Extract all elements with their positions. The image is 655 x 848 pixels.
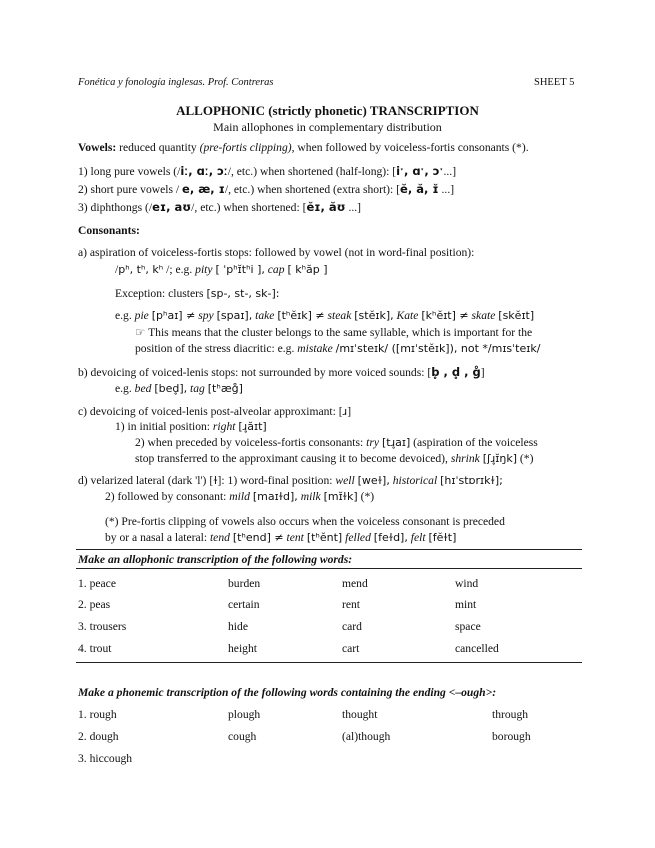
rule-text: /, etc.) when shortened (half-long): [ [227, 165, 397, 178]
exception-line [115, 287, 280, 301]
word-cell: cough [228, 730, 257, 743]
word-cell: 3. trousers [78, 620, 127, 633]
consonants-label-text: Consonants: [78, 224, 140, 237]
ipa-symbols: [ɹ̥ӑɪt] [238, 420, 267, 433]
exercise-2-heading: Make a phonemic transcription of the following words containing the ending <–ough>: [78, 686, 497, 699]
consonants-rule-b-examples [115, 382, 243, 396]
ipa-symbols: [ ˈpʰɪ̆tʰi ], [215, 263, 265, 276]
vowels-intro [78, 141, 529, 154]
rule-text: b) devoicing of voiced-lenis stops: not surrounded by more voiced sounds: [ [78, 366, 432, 379]
ipa-symbols: [fĕɫt] [428, 531, 457, 544]
example-word: milk [300, 490, 321, 503]
word-cell: borough [492, 730, 531, 743]
example-word: mild [229, 490, 250, 503]
example-word: steak [327, 309, 352, 322]
rule-text: 2) followed by consonant: [105, 490, 227, 503]
rule-text: 3) diphthongs (/ [78, 201, 153, 214]
word-cell: 3. hiccough [78, 752, 133, 765]
example-word: take [255, 309, 275, 322]
consonants-rule-b [78, 366, 485, 379]
ipa-symbols: [tʰæg̊] [207, 382, 243, 395]
ipa-symbols: e, æ, ɪ [182, 182, 225, 196]
rule-text: (aspiration of the voiceless [413, 436, 538, 449]
rule-text: /; e.g. [166, 263, 193, 276]
ipa-symbols: [weɫ], [357, 474, 390, 487]
ipa-symbols: [tʰend] ≠ [232, 531, 284, 544]
page-subtitle: Main allophones in complementary distribution [213, 120, 442, 134]
consonants-rule-c-2-cont [135, 452, 533, 466]
ipa-symbols: pʰ, tʰ, kʰ [118, 263, 164, 276]
vowels-rule-2 [78, 183, 454, 196]
cluster-note-line-2 [135, 342, 540, 356]
word-cell: 2. peas [78, 598, 111, 611]
rule-text: ] [480, 366, 485, 379]
word-cell: card [342, 620, 362, 633]
word-cell: thought [342, 708, 378, 721]
divider-bottom-1 [76, 662, 582, 663]
word-cell: space [455, 620, 481, 633]
rule-text: /, etc.) when shortened: [ [191, 201, 307, 214]
ipa-symbols: ĕɪ, ӑʊ [306, 200, 346, 214]
rule-text: stop transferred to the approximant causing it to become devoiced), [135, 452, 448, 465]
ipa-symbols: ɫ [213, 474, 218, 487]
example-word: felt [410, 531, 426, 544]
rule-text: position of the stress diacritic: e.g. [135, 342, 295, 355]
example-word: spy [198, 309, 214, 322]
ipa-symbols: b̥ , d̥ , g̊ [431, 365, 481, 379]
ipa-symbols: /mɪˈsteɪk/ ([mɪˈstĕɪk]), not */mɪsˈteɪk/ [335, 342, 541, 355]
cluster-note-line-1: ☞ This means that the cluster belongs to the same syllable, which is important for the [135, 326, 533, 339]
divider-heading-1 [76, 568, 582, 569]
consonants-rule-c-1 [115, 420, 267, 434]
cluster-examples [115, 309, 534, 323]
ipa-symbols: [feɫd], [373, 531, 408, 544]
word-cell: burden [228, 577, 261, 590]
rule-text: (*) [360, 490, 375, 503]
page-title: ALLOPHONIC (strictly phonetic) TRANSCRIPTION [176, 103, 479, 118]
ipa-symbols: [tʰĕɪk] ≠ [277, 309, 325, 322]
divider-top [76, 549, 582, 550]
rule-text: e.g. [115, 309, 132, 322]
rule-text: by or a nasal a lateral: [105, 531, 208, 544]
example-word: Kate [396, 309, 419, 322]
sheet-number: SHEET 5 [534, 77, 575, 88]
ipa-symbols: ĕ, ӑ, ɪ̆ [400, 182, 439, 196]
example-word: tend [209, 531, 230, 544]
consonants-rule-c-2 [135, 436, 538, 450]
vowels-intro-text-2: when followed by voiceless-fortis consonants (*). [297, 141, 529, 154]
example-word: well [335, 474, 355, 487]
word-cell: 1. rough [78, 708, 117, 721]
example-word: right [212, 420, 236, 433]
ipa-symbols: [hɪˈstɒrɪkɫ]; [440, 474, 503, 487]
rule-text: 2) short pure vowels / [78, 183, 180, 196]
example-word: mistake [297, 342, 333, 355]
ipa-symbols: [tʰĕnt] [306, 531, 343, 544]
word-cell: cart [342, 642, 360, 655]
vowels-label: Vowels: [78, 141, 117, 154]
ipa-symbols: [bed̥], [154, 382, 188, 395]
example-word: tent [286, 531, 304, 544]
example-word: cap [267, 263, 285, 276]
ipa-symbols: [tɹ̥aɪ] [381, 436, 411, 449]
rule-text: ]: 1) word-final position: [217, 474, 333, 487]
footnote-line-1: (*) Pre-fortis clipping of vowels also occurs when the voiceless consonant is preceded [105, 515, 505, 528]
rule-text: ...] [443, 165, 457, 178]
vowels-rule-3 [78, 201, 361, 214]
ipa-symbols: [skĕɪt] [498, 309, 535, 322]
rule-text: / [115, 263, 119, 276]
example-word: bed [134, 382, 152, 395]
rule-text: ...] [441, 183, 455, 196]
consonants-rule-c [78, 405, 351, 419]
word-cell: rent [342, 598, 361, 611]
rule-text: e.g. [115, 382, 132, 395]
word-cell: 4. trout [78, 642, 112, 655]
ipa-symbols: [spaɪ], [216, 309, 253, 322]
word-cell: plough [228, 708, 261, 721]
word-cell: through [492, 708, 529, 721]
example-word: skate [471, 309, 496, 322]
rule-text: d) velarized lateral (dark 'l') [ [78, 474, 214, 487]
course-header: Fonética y fonología inglesas. Prof. Contreras [78, 77, 274, 88]
rule-text: ] [347, 405, 352, 418]
word-cell: wind [455, 577, 479, 590]
word-cell: mend [342, 577, 368, 590]
example-word: shrink [450, 452, 480, 465]
example-word: pity [195, 263, 213, 276]
word-cell: (al)though [342, 730, 391, 743]
ipa-symbols: iː, ɑː, ɔː [180, 164, 228, 178]
example-word: felled [345, 531, 371, 544]
rule-text: c) devoicing of voiced-lenis post-alveolar approximant: [ [78, 405, 343, 418]
ipa-symbols: [mɪ̆ɫk] [323, 490, 358, 503]
consonants-rule-a: a) aspiration of voiceless-fortis stops: followed by vowel (not in word-final position): [78, 246, 475, 259]
rule-text: /, etc.) when shortened (extra short): [ [224, 183, 401, 196]
footnote-line-2 [105, 531, 456, 545]
example-word: pie [134, 309, 149, 322]
word-cell: 2. dough [78, 730, 119, 743]
ipa-symbols: ɹ [342, 405, 348, 418]
ipa-symbols: [ kʰӑp ] [287, 263, 328, 276]
ipa-symbols: [pʰaɪ] ≠ [151, 309, 196, 322]
ipa-symbols: [stĕɪk], [354, 309, 394, 322]
ipa-symbols: [kʰĕɪt] ≠ [421, 309, 469, 322]
rule-text: ...] [348, 201, 361, 214]
word-cell: height [228, 642, 257, 655]
rule-text: Exception: clusters [115, 287, 204, 300]
example-word: tag [190, 382, 205, 395]
word-cell: hide [228, 620, 248, 633]
rule-text: 1) long pure vowels (/ [78, 165, 181, 178]
ipa-symbols: [sp-, st-, sk-]: [206, 287, 280, 300]
consonants-rule-d [78, 474, 503, 488]
ipa-symbols: [maɪɫd], [252, 490, 298, 503]
vowels-rule-1 [78, 165, 456, 178]
word-cell: certain [228, 598, 260, 611]
example-word: historical [392, 474, 438, 487]
rule-text: 2) when preceded by voiceless-fortis consonants: [135, 436, 364, 449]
rule-text: 1) in initial position: [115, 420, 211, 433]
word-cell: mint [455, 598, 477, 611]
vowels-intro-emphasis: (pre-fortis clipping), [199, 141, 295, 154]
ipa-symbols: iˑ, ɑˑ, ɔˑ [396, 164, 444, 178]
word-cell: cancelled [455, 642, 499, 655]
consonants-rule-a-examples [115, 263, 328, 277]
example-word: try [366, 436, 380, 449]
consonants-rule-d-2 [105, 490, 374, 504]
exercise-1-heading: Make an allophonic transcription of the following words: [78, 553, 353, 566]
vowels-intro-text: reduced quantity [119, 141, 197, 154]
rule-text: (*) [519, 452, 534, 465]
word-cell: 1. peace [78, 577, 116, 590]
ipa-symbols: [ʃɹ̥ɪ̆ŋk] [482, 452, 517, 465]
consonants-label [78, 224, 140, 237]
ipa-symbols: eɪ, aʊ [152, 200, 192, 214]
